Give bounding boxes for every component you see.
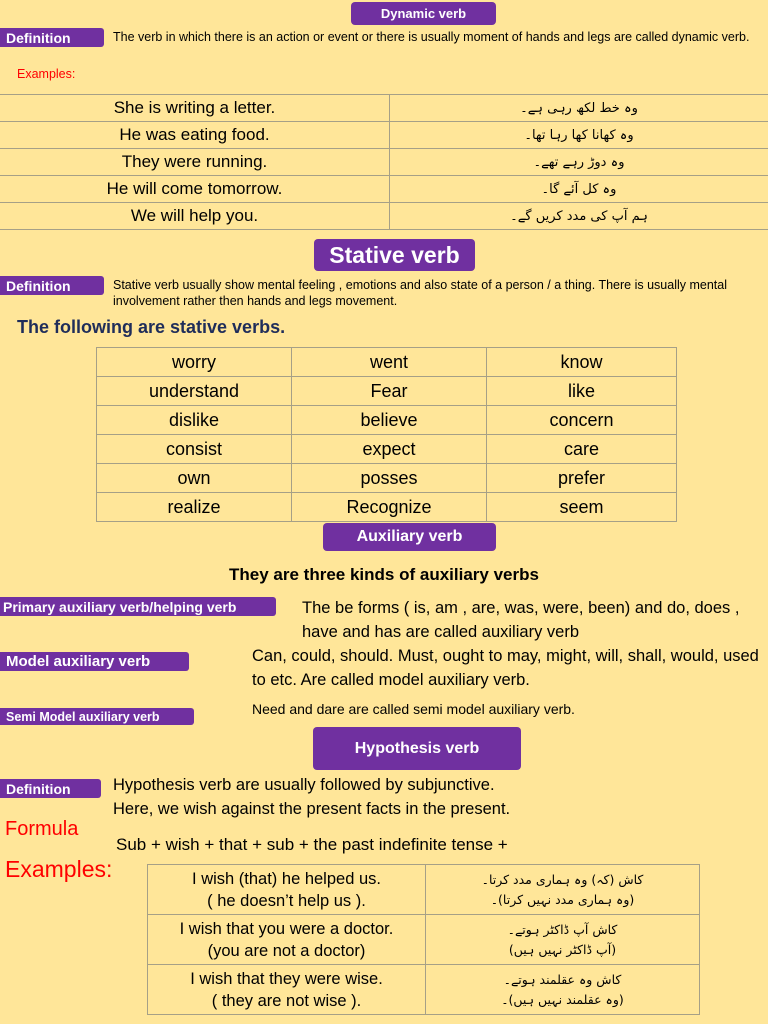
example-urdu-line2: (آپ ڈاکٹر نہیں ہیں) <box>508 941 617 957</box>
dynamic-verb-title: Dynamic verb <box>351 2 496 25</box>
example-english <box>148 915 426 965</box>
table-row <box>0 149 768 176</box>
table-row <box>148 865 700 915</box>
table-row <box>97 348 677 377</box>
verb-cell: worry <box>97 348 292 377</box>
dynamic-examples-table <box>0 94 768 230</box>
semi-model-auxiliary-label: Semi Model auxiliary verb <box>0 708 194 725</box>
example-urdu <box>426 965 700 1015</box>
verb-cell: consist <box>97 435 292 464</box>
table-row <box>0 95 768 122</box>
table-row <box>97 435 677 464</box>
table-row <box>97 406 677 435</box>
hypothesis-examples-table <box>147 864 700 1015</box>
example-english-line1: I wish that you were a doctor. <box>179 919 394 938</box>
example-english <box>148 965 426 1015</box>
table-row <box>97 493 677 522</box>
example-english: He will come tomorrow. <box>0 176 390 203</box>
verb-cell: expect <box>292 435 487 464</box>
stative-list-heading: The following are stative verbs. <box>17 317 286 337</box>
verb-cell: dislike <box>97 406 292 435</box>
example-english-line2: ( they are not wise ). <box>211 991 362 1010</box>
example-urdu <box>426 915 700 965</box>
auxiliary-heading: They are three kinds of auxiliary verbs <box>229 565 539 584</box>
primary-auxiliary-text: The be forms ( is, am , are, was, were, been) and do, does , have and has are called auxiliary verb <box>302 599 740 641</box>
example-english: They were running. <box>0 149 390 176</box>
definition-label: Definition <box>0 28 104 47</box>
example-english-line2: ( he doesn’t help us ). <box>207 891 366 910</box>
table-row <box>0 176 768 203</box>
definition-label: Definition <box>0 779 101 798</box>
stative-verb-title: Stative verb <box>314 239 475 271</box>
verb-cell: posses <box>292 464 487 493</box>
verb-cell: Recognize <box>292 493 487 522</box>
model-auxiliary-label: Model auxiliary verb <box>0 652 189 671</box>
stative-definition-text: Stative verb usually show mental feeling , emotions and also state of a person / a thing. There is usually mental involvement rather then hands and legs movement. <box>113 278 727 308</box>
semi-model-auxiliary-text: Need and dare are called semi model auxiliary verb. <box>252 701 575 717</box>
example-urdu <box>426 865 700 915</box>
hypothesis-verb-title: Hypothesis verb <box>313 727 521 770</box>
hypothesis-examples-label: Examples: <box>5 856 113 882</box>
auxiliary-verb-title: Auxiliary verb <box>323 523 496 551</box>
example-english <box>148 865 426 915</box>
verb-cell: Fear <box>292 377 487 406</box>
verb-cell: went <box>292 348 487 377</box>
formula-text: Sub + wish + that + sub + the past indefinite tense + <box>116 835 508 854</box>
stative-verbs-table <box>96 347 677 522</box>
example-urdu: وہ خط لکھ رہی ہے۔ <box>390 95 768 122</box>
example-urdu: وہ کھانا کھا رہا تھا۔ <box>390 122 768 149</box>
table-row <box>0 203 768 230</box>
verb-cell: seem <box>487 493 677 522</box>
verb-cell: realize <box>97 493 292 522</box>
example-english: We will help you. <box>0 203 390 230</box>
definition-label: Definition <box>0 276 104 295</box>
example-urdu-line2: (وہ عقلمند نہیں ہیں)۔ <box>501 991 624 1007</box>
table-row <box>97 377 677 406</box>
verb-cell: concern <box>487 406 677 435</box>
verb-cell: know <box>487 348 677 377</box>
example-english-line1: I wish that they were wise. <box>190 969 383 988</box>
verb-cell: own <box>97 464 292 493</box>
verb-cell: care <box>487 435 677 464</box>
example-urdu-line1: کاش (کہ) وہ ہماری مدد کرتا۔ <box>481 871 644 887</box>
example-english-line2: (you are not a doctor) <box>207 941 366 960</box>
table-row <box>148 915 700 965</box>
dynamic-definition-text: The verb in which there is an action or event or there is usually moment of hands and legs are called dynamic verb. <box>113 30 750 44</box>
verb-cell: prefer <box>487 464 677 493</box>
formula-label: Formula <box>5 818 79 840</box>
examples-label: Examples: <box>17 67 76 81</box>
example-english: He was eating food. <box>0 122 390 149</box>
hypothesis-definition-line1: Hypothesis verb are usually followed by subjunctive. <box>113 776 495 794</box>
model-auxiliary-text: Can, could, should. Must, ought to may, might, will, shall, would, used to etc. Are called model auxiliary verb. <box>252 647 759 689</box>
verb-cell: like <box>487 377 677 406</box>
example-urdu: ہم آپ کی مدد کریں گے۔ <box>390 203 768 230</box>
table-row <box>97 464 677 493</box>
verb-cell: believe <box>292 406 487 435</box>
verb-cell: understand <box>97 377 292 406</box>
example-english-line1: I wish (that) he helped us. <box>192 869 381 888</box>
example-urdu: وہ کل آئے گا۔ <box>390 176 768 203</box>
example-urdu-line2: (وہ ہماری مدد نہیں کرتا)۔ <box>490 891 635 907</box>
hypothesis-definition-line2: Here, we wish against the present facts in the present. <box>113 800 511 818</box>
table-row <box>148 965 700 1015</box>
example-english: She is writing a letter. <box>0 95 390 122</box>
table-row <box>0 122 768 149</box>
example-urdu-line1: کاش وہ عقلمند ہوتے۔ <box>503 971 622 987</box>
primary-auxiliary-label: Primary auxiliary verb/helping verb <box>0 597 276 616</box>
example-urdu-line1: کاش آپ ڈاکٹر ہوتے۔ <box>507 921 618 937</box>
example-urdu: وہ دوڑ رہے تھے۔ <box>390 149 768 176</box>
